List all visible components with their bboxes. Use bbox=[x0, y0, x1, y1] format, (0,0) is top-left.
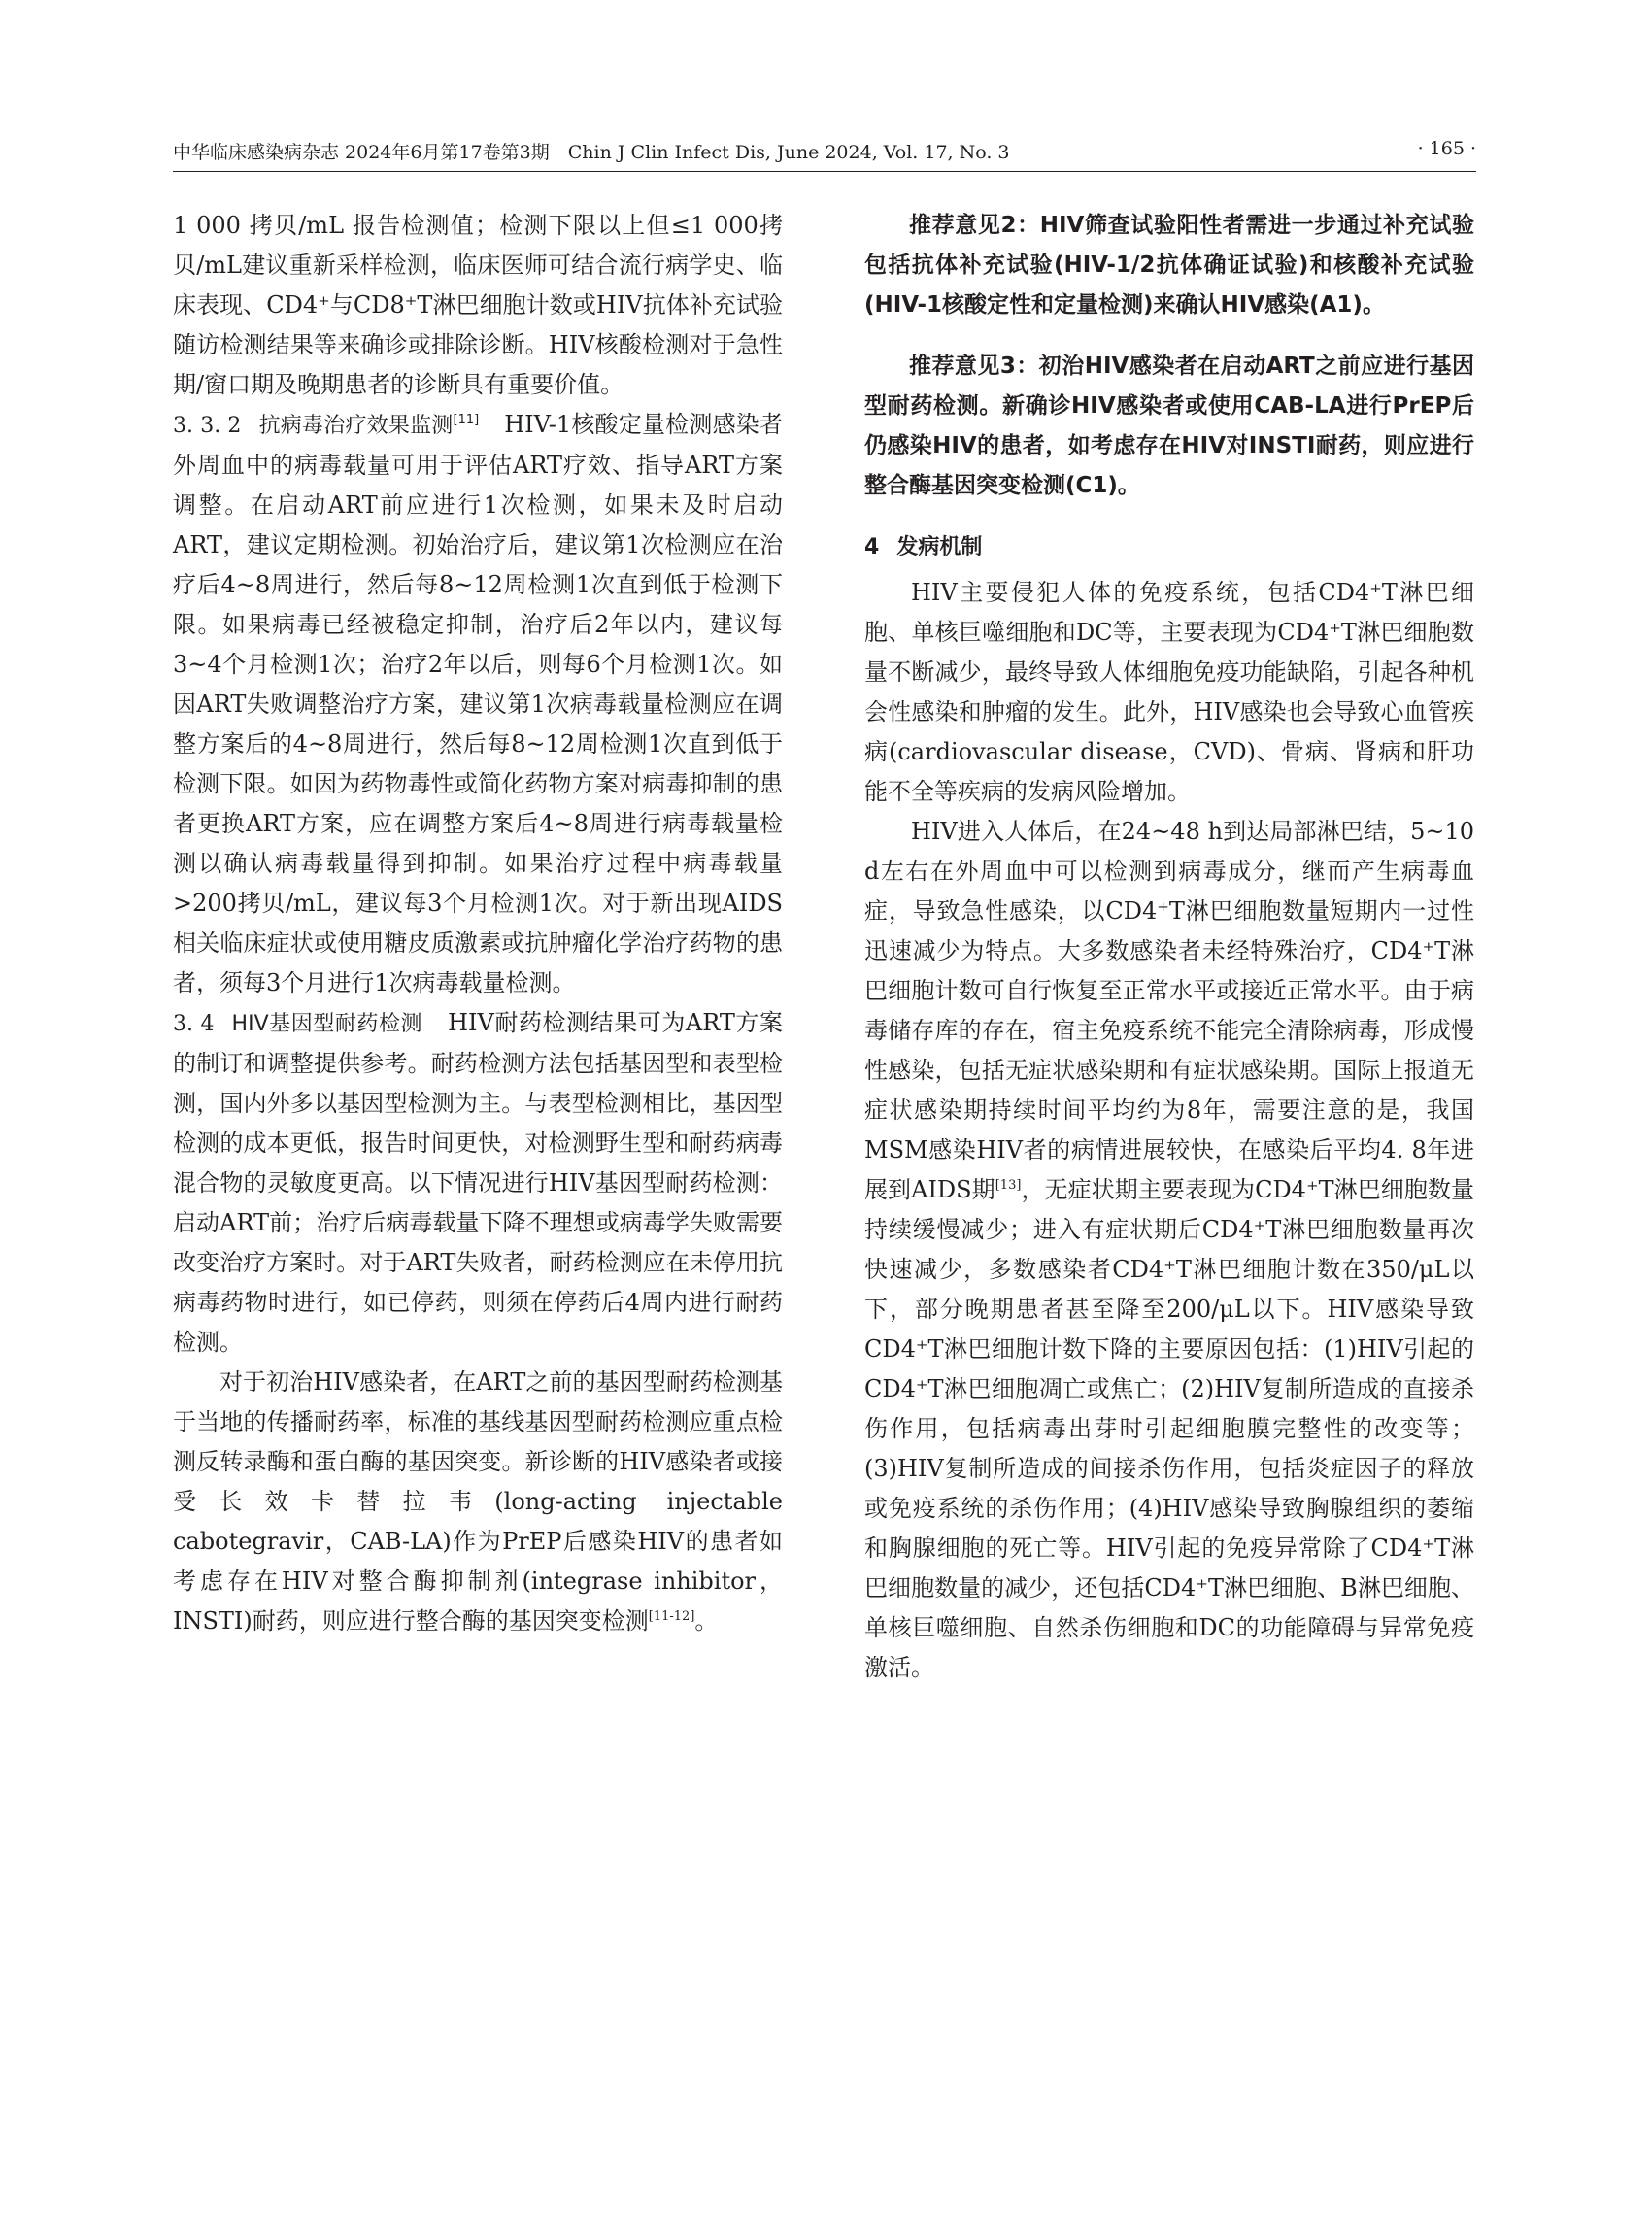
citation-ref: [13] bbox=[995, 1178, 1022, 1193]
paragraph-text: HIV-1核酸定量检测感染者外周血中的病毒载量可用于评估ART疗效、指导ART方案调整。在启动ART前应进行1次检测，如果未及时启动ART，建议定期检测。初始治疗后，建议第1次检测应在治疗后4~8周进行，然后每8~12周检测1次直到低于检测下限。如果病毒已经被稳定抑制，治疗后2年以内，建议每3~4个月检测1次；治疗2年以后，则每6个月检测1次。如因ART失败调整治疗方案，建议第1次病毒载量检测应在调整方案后的4~8周进行，然后每8~12周检测1次直到低于检测下限。如因为药物毒性或简化药物方案对病毒抑制的患者更换ART方案，应在调整方案后4~8周进行病毒载量检测以确认病毒载量得到抑制。如果治疗过程中病毒载量>200拷贝/mL，建议每3个月检测1次。对于新出现AIDS相关临床症状或使用糖皮质激素或抗肿瘤化学治疗药物的患者，须每3个月进行1次病毒载量检测。 bbox=[173, 411, 783, 996]
citation-ref: [11] bbox=[453, 413, 480, 427]
section-heading bbox=[173, 414, 504, 438]
paragraph: HIV主要侵犯人体的免疫系统，包括CD4⁺T淋巴细胞、单核巨噬细胞和DC等，主要表现为CD4⁺T淋巴细胞数量不断减少，最终导致人体细胞免疫功能缺陷，引起各种机会性感染和肿瘤的发生。此外，HIV感染也会导致心血管疾病(cardiovascular disease，CVD)、骨病、肾病和肝功能不全等疾病的发病风险增加。 bbox=[864, 579, 1474, 805]
left-column bbox=[173, 206, 783, 1641]
paragraph-text: HIV耐药检测结果可为ART方案的制订和调整提供参考。耐药检测方法包括基因型和表型检测，国内外多以基因型检测为主。与表型检测相比，基因型检测的成本更低，报告时间更快，对检测野生型和耐药病毒混合物的灵敏度更高。以下情况进行HIV基因型耐药检测：启动ART前；治疗后病毒载量下降不理想或病毒学失败需要改变治疗方案时。对于ART失败者，耐药检测应在未停用抗病毒药物时进行，如已停药，则须在停药后4周内进行耐药检测。 bbox=[173, 1009, 783, 1356]
right-column bbox=[864, 206, 1474, 1688]
section-3-4 bbox=[173, 1003, 783, 1363]
recommendation-3: 推荐意见3：初治HIV感染者在启动ART之前应进行基因型耐药检测。新确诊HIV感染者或使用CAB-LA进行PrEP后仍感染HIV的患者，如考虑存在HIV对INSTI耐药，则应进行整合酶基因突变检测(C1)。 bbox=[864, 354, 1474, 498]
paragraph: 对于初治HIV感染者，在ART之前的基因型耐药检测基于当地的传播耐药率，标准的基线基因型耐药检测应重点检测反转录酶和蛋白酶的基因突变。新诊断的HIV感染者或接受长效卡替拉韦(long-acting injectable cabotegravir，CAB-LA)作为PrEP后感染HIV的患者如考虑存在HIV对整合酶抑制剂(integrase inhibitor，INSTI)耐药，则应进行整合酶的基因突变检测[11-12]。 bbox=[173, 1368, 783, 1635]
section-title: HIV基因型耐药检测 bbox=[231, 1012, 423, 1036]
section-number: 3. 4 bbox=[173, 1012, 215, 1036]
section-title: 发病机制 bbox=[896, 535, 983, 559]
journal-citation: 中华临床感染病杂志 2024年6月第17卷第3期 Chin J Clin Infect Dis, June 2024, Vol. 17, No. 3 bbox=[173, 142, 1010, 163]
header-rule bbox=[173, 171, 1476, 172]
recommendation-2: 推荐意见2：HIV筛查试验阳性者需进一步通过补充试验包括抗体补充试验(HIV-1/2抗体确证试验)和核酸补充试验(HIV-1核酸定性和定量检测)来确认HIV感染(A1)。 bbox=[864, 213, 1474, 318]
citation-ref: [11-12] bbox=[648, 1609, 695, 1624]
paragraph: 1 000 拷贝/mL 报告检测值；检测下限以上但≤1 000拷贝/mL建议重新采样检测，临床医师可结合流行病学史、临床表现、CD4⁺与CD8⁺T淋巴细胞计数或HIV抗体补充试验随访检测结果等来确诊或排除诊断。HIV核酸检测对于急性期/窗口期及晚期患者的诊断具有重要价值。 bbox=[173, 212, 783, 398]
paragraph: HIV进入人体后，在24~48 h到达局部淋巴结，5~10 d左右在外周血中可以检测到病毒成分，继而产生病毒血症，导致急性感染，以CD4⁺T淋巴细胞数量短期内一过性迅速减少为特点。大多数感染者未经特殊治疗，CD4⁺T淋巴细胞计数可自行恢复至正常水平或接近正常水平。由于病毒储存库的存在，宿主免疫系统不能完全清除病毒，形成慢性感染，包括无症状感染期和有症状感染期。国际上报道无症状感染期持续时间平均约为8年，需要注意的是，我国MSM感染HIV者的病情进展较快，在感染后平均4. 8年进展到AIDS期[13]，无症状期主要表现为CD4⁺T淋巴细胞数量持续缓慢减少；进入有症状期后CD4⁺T淋巴细胞数量再次快速减少，多数感染者CD4⁺T淋巴细胞计数在350/μL以下，部分晚期患者甚至降至200/μL以下。HIV感染导致CD4⁺T淋巴细胞计数下降的主要原因包括：(1)HIV引起的CD4⁺T淋巴细胞凋亡或焦亡；(2)HIV复制所造成的直接杀伤作用，包括病毒出芽时引起细胞膜完整性的改变等；(3)HIV复制所造成的间接杀伤作用，包括炎症因子的释放或免疫系统的杀伤作用；(4)HIV感染导致胸腺组织的萎缩和胸腺细胞的死亡等。HIV引起的免疫异常除了CD4⁺T淋巴细胞数量的减少，还包括CD4⁺T淋巴细胞、B淋巴细胞、单核巨噬细胞、自然杀伤细胞和DC的功能障碍与异常免疫激活。 bbox=[864, 818, 1474, 1681]
section-number: 3. 3. 2 bbox=[173, 414, 242, 438]
section-number: 4 bbox=[864, 535, 880, 559]
section-3-3-2 bbox=[173, 405, 783, 1003]
section-heading bbox=[173, 1012, 448, 1036]
section-heading bbox=[864, 527, 1474, 567]
section-title: 抗病毒治疗效果监测 bbox=[258, 414, 454, 438]
page-number: · 165 · bbox=[1417, 138, 1476, 159]
running-header bbox=[173, 134, 1476, 173]
